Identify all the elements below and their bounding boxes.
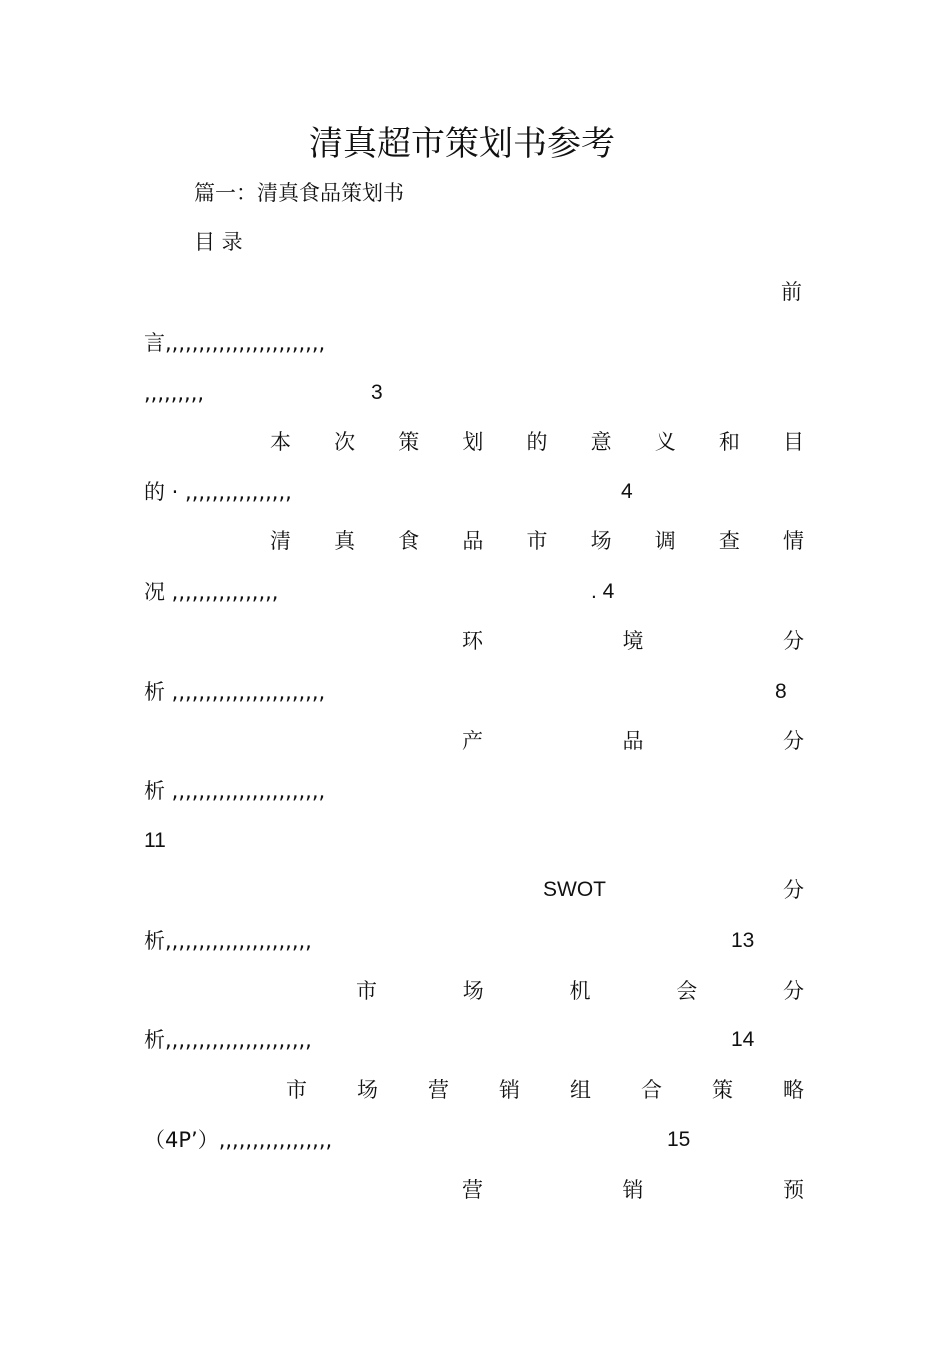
toc-entry-leader: （4P’）,,,,,,,,,,,,,,,,, <box>144 1128 333 1152</box>
toc-page-number: 14 <box>731 1028 755 1051</box>
toc-page-number: 11 <box>144 829 166 852</box>
toc-page-number: . 4 <box>591 580 615 603</box>
toc-entry-text: 市 场 机 会 分 <box>356 979 804 1003</box>
toc-page-number: 15 <box>667 1128 691 1151</box>
toc-entry-leader: 析,,,,,,,,,,,,,,,,,,,,,, <box>144 929 312 953</box>
toc-entry-text: 营 销 预 <box>462 1178 804 1202</box>
toc-entry-leader: 言,,,,,,,,,,,,,,,,,,,,,,,, <box>144 331 326 355</box>
toc-page-number: 3 <box>371 381 383 404</box>
toc-entry-text: 产 品 分 <box>462 729 804 753</box>
page-title: 清真超市策划书参考 <box>309 124 615 164</box>
toc-entry-leader: 的 · ,,,,,,,,,,,,,,,, <box>144 480 292 504</box>
toc-entry-leader: 况 ,,,,,,,,,,,,,,,, <box>144 580 279 604</box>
toc-page-number: 8 <box>775 680 787 703</box>
toc-entry-text: 市 场 营 销 组 合 策 略 <box>286 1078 804 1102</box>
toc-entry-text: 前 <box>781 280 802 304</box>
toc-page-number: 4 <box>621 480 633 503</box>
toc-entry-text: 本 次 策 划 的 意 义 和 目 <box>270 430 804 454</box>
toc-entry-text: 环 境 分 <box>462 629 804 653</box>
toc-entry-text: 清 真 食 品 市 场 调 查 情 <box>270 529 804 553</box>
toc-entry-leader: 析,,,,,,,,,,,,,,,,,,,,,, <box>144 1028 312 1052</box>
toc-entry-leader: 析 ,,,,,,,,,,,,,,,,,,,,,,, <box>144 779 326 803</box>
toc-entry-leader: 析 ,,,,,,,,,,,,,,,,,,,,,,, <box>144 680 326 704</box>
toc-entry-leader: ,,,,,,,,, <box>144 381 205 405</box>
subtitle: 篇一：清真食品策划书 <box>194 181 404 205</box>
toc-heading: 目 录 <box>194 230 243 254</box>
toc-page-number: 13 <box>731 929 755 952</box>
toc-entry-text: SWOT 分 <box>543 878 804 902</box>
